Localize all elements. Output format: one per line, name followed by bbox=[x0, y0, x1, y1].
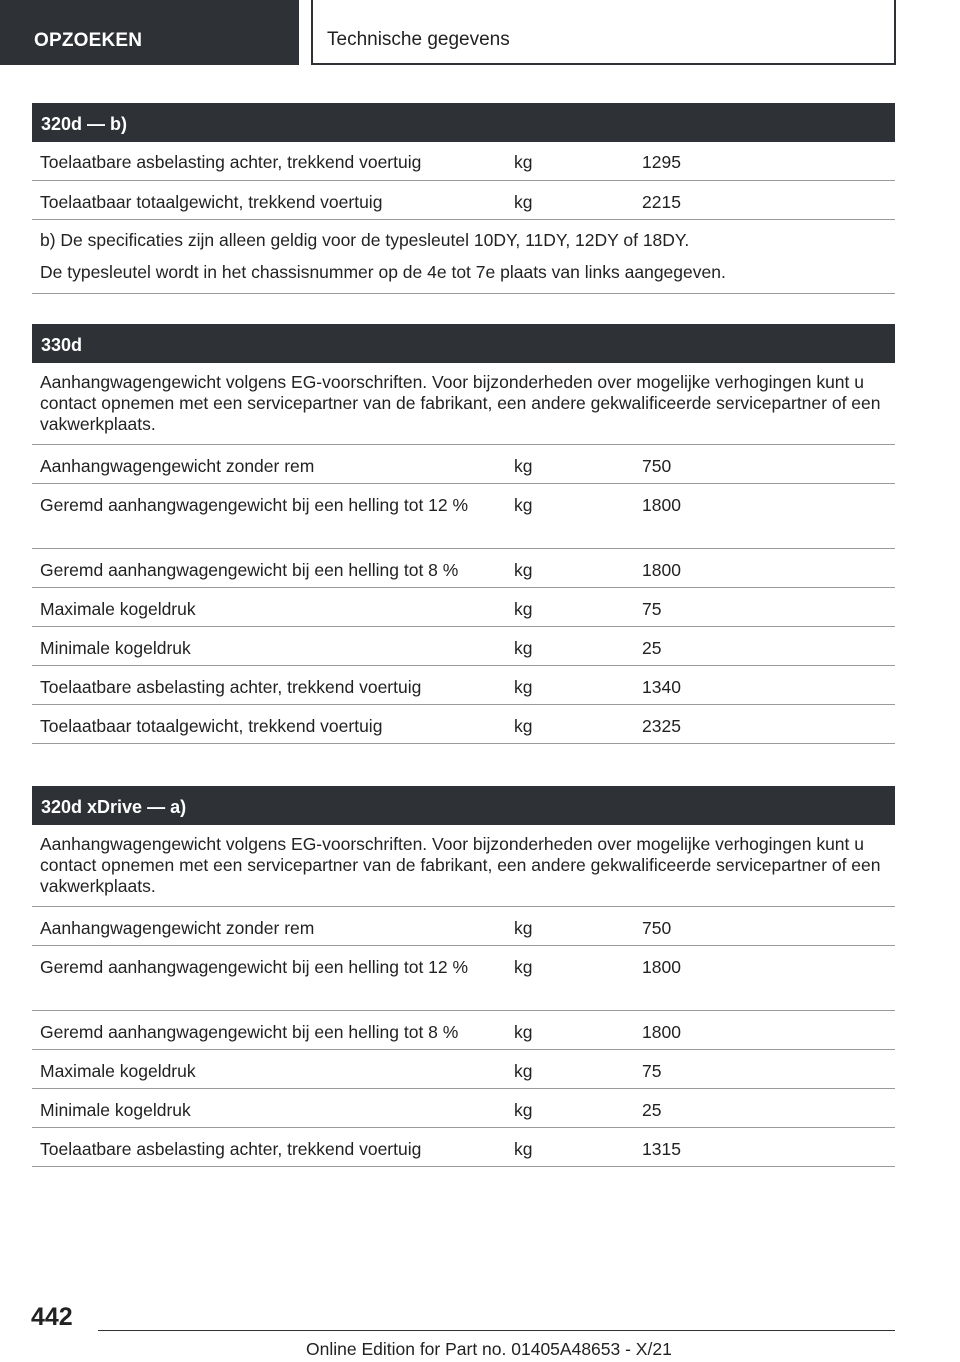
row-label: Toelaatbaar totaalgewicht, trekkend voertuig bbox=[40, 716, 383, 736]
footer-divider bbox=[98, 1330, 895, 1331]
section-tab bbox=[0, 0, 299, 65]
table-row bbox=[32, 1050, 895, 1089]
row-label: Aanhangwagengewicht zonder rem bbox=[40, 918, 315, 938]
row-label: Toelaatbare asbelasting achter, trekkend voertuig bbox=[40, 677, 422, 697]
row-value: 75 bbox=[642, 1061, 662, 1081]
table-row bbox=[32, 588, 895, 627]
row-label: Maximale kogeldruk bbox=[40, 1061, 196, 1081]
table-row bbox=[32, 484, 895, 549]
table-intro: Aanhangwagengewicht volgens EG-voorschriften. Voor bijzonderheden over mogelijke verhogingen kunt u contact opnemen met een servicepartner van de fabrikant, een andere gekwalificeerde servicepartner of een vakwerkplaats. bbox=[32, 825, 895, 907]
row-label: Toelaatbare asbelasting achter, trekkend voertuig bbox=[40, 1139, 422, 1159]
row-unit: kg bbox=[514, 599, 533, 619]
row-unit: kg bbox=[514, 152, 533, 172]
table-intro: Aanhangwagengewicht volgens EG-voorschriften. Voor bijzonderheden over mogelijke verhogingen kunt u contact opnemen met een servicepartner van de fabrikant, een andere gekwalificeerde servicepartner of een vakwerkplaats. bbox=[32, 363, 895, 445]
row-label: Minimale kogeldruk bbox=[40, 1100, 191, 1120]
page-number: 442 bbox=[31, 1303, 73, 1331]
table-row bbox=[32, 142, 895, 181]
row-label: Geremd aanhangwagengewicht bij een helling tot 8 % bbox=[40, 560, 459, 580]
row-unit: kg bbox=[514, 456, 533, 476]
table-title: 320d — b) bbox=[32, 103, 895, 142]
row-unit: kg bbox=[514, 716, 533, 736]
row-unit: kg bbox=[514, 1022, 533, 1042]
table-title: 320d xDrive — a) bbox=[32, 786, 895, 825]
table-320d-b bbox=[32, 103, 895, 294]
row-label: Maximale kogeldruk bbox=[40, 599, 196, 619]
row-unit: kg bbox=[514, 192, 533, 212]
table-row bbox=[32, 1128, 895, 1167]
table-row bbox=[32, 549, 895, 588]
row-label: Aanhangwagengewicht zonder rem bbox=[40, 456, 315, 476]
row-label: Geremd aanhangwagengewicht bij een helling tot 8 % bbox=[40, 1022, 459, 1042]
row-unit: kg bbox=[514, 1139, 533, 1159]
row-value: 750 bbox=[642, 456, 672, 476]
row-value: 25 bbox=[642, 1100, 662, 1120]
table-row bbox=[32, 1089, 895, 1128]
row-value: 1315 bbox=[642, 1139, 681, 1159]
table-row bbox=[32, 627, 895, 666]
table-row bbox=[32, 181, 895, 220]
chapter-title: Technische gegevens bbox=[327, 29, 510, 50]
row-value: 1800 bbox=[642, 1022, 681, 1042]
table-row bbox=[32, 705, 895, 744]
table-320d-xdrive-a bbox=[32, 786, 895, 1167]
row-label: Geremd aanhangwagengewicht bij een helling tot 12 % bbox=[40, 957, 469, 977]
row-unit: kg bbox=[514, 957, 533, 977]
footnote-line: b) De specificaties zijn alleen geldig voor de typesleutel 10DY, 11DY, 12DY of 18DY. bbox=[40, 230, 690, 250]
footnote-line: De typesleutel wordt in het chassisnummer op de 4e tot 7e plaats van links aangegeven. bbox=[40, 262, 726, 282]
edition-note: Online Edition for Part no. 01405A48653 - X/21 bbox=[306, 1339, 672, 1359]
row-label: Minimale kogeldruk bbox=[40, 638, 191, 658]
table-row bbox=[32, 445, 895, 484]
row-unit: kg bbox=[514, 918, 533, 938]
section-label: OPZOEKEN bbox=[34, 30, 143, 51]
table-row bbox=[32, 946, 895, 1011]
table-row bbox=[32, 1011, 895, 1050]
row-value: 2325 bbox=[642, 716, 681, 736]
row-value: 1800 bbox=[642, 560, 681, 580]
table-row bbox=[32, 907, 895, 946]
row-value: 2215 bbox=[642, 192, 681, 212]
row-value: 1800 bbox=[642, 495, 681, 515]
table-row bbox=[32, 666, 895, 705]
row-value: 1340 bbox=[642, 677, 681, 697]
row-value: 1295 bbox=[642, 152, 681, 172]
row-value: 1800 bbox=[642, 957, 681, 977]
row-unit: kg bbox=[514, 495, 533, 515]
row-label: Toelaatbare asbelasting achter, trekkend voertuig bbox=[40, 152, 422, 172]
row-label: Geremd aanhangwagengewicht bij een helling tot 12 % bbox=[40, 495, 469, 515]
row-value: 25 bbox=[642, 638, 662, 658]
table-330d bbox=[32, 324, 895, 744]
table-title: 330d bbox=[32, 324, 895, 363]
row-unit: kg bbox=[514, 1061, 533, 1081]
row-unit: kg bbox=[514, 677, 533, 697]
row-unit: kg bbox=[514, 560, 533, 580]
row-value: 75 bbox=[642, 599, 662, 619]
row-unit: kg bbox=[514, 638, 533, 658]
footnote bbox=[32, 220, 895, 294]
chapter-header bbox=[311, 0, 896, 65]
row-label: Toelaatbaar totaalgewicht, trekkend voertuig bbox=[40, 192, 383, 212]
row-value: 750 bbox=[642, 918, 672, 938]
row-unit: kg bbox=[514, 1100, 533, 1120]
